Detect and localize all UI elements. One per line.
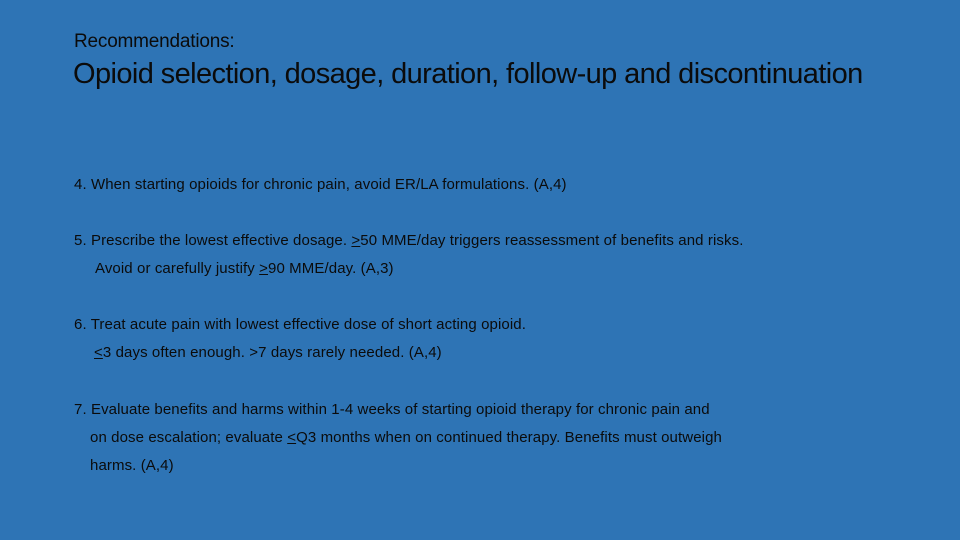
less-equal-symbol: < bbox=[287, 429, 297, 446]
recommendation-6-text-b: 3 days often enough. >7 days rarely needed. (A,4) bbox=[102, 344, 442, 361]
recommendation-5 bbox=[74, 227, 743, 283]
recommendation-5-text-a: 5. Prescribe the lowest effective dosage. bbox=[74, 232, 352, 249]
recommendation-6 bbox=[74, 311, 526, 367]
recommendation-7-line-2 bbox=[74, 424, 722, 452]
greater-equal-symbol: > bbox=[259, 260, 269, 277]
recommendation-7-line-3: harms. (A,4) bbox=[90, 457, 174, 474]
less-equal-symbol: < bbox=[94, 344, 103, 361]
recommendation-5-line-2 bbox=[74, 255, 743, 283]
recommendation-7-text-b: Q3 months when on continued therapy. Benefits must outweigh bbox=[296, 429, 722, 446]
recommendation-5-line-1 bbox=[74, 227, 743, 255]
recommendation-7-line-1: 7. Evaluate benefits and harms within 1-4 weeks of starting opioid therapy for chronic pain and bbox=[74, 401, 710, 418]
recommendation-4-line-1: 4. When starting opioids for chronic pain, avoid ER/LA formulations. (A,4) bbox=[74, 176, 567, 193]
recommendation-5-text-c: Avoid or carefully justify bbox=[95, 260, 260, 277]
slide-subtitle: Recommendations: bbox=[74, 31, 235, 52]
slide-title: Opioid selection, dosage, duration, follow-up and discontinuation bbox=[73, 58, 863, 90]
recommendation-6-line-2 bbox=[74, 339, 526, 367]
recommendation-5-text-b: 50 MME/day triggers reassessment of benefits and risks. bbox=[360, 232, 744, 249]
recommendation-7-text-a: on dose escalation; evaluate bbox=[90, 429, 288, 446]
recommendation-7 bbox=[74, 396, 722, 480]
recommendation-4 bbox=[74, 171, 567, 199]
greater-equal-symbol: > bbox=[351, 232, 361, 249]
recommendation-5-text-d: 90 MME/day. (A,3) bbox=[268, 260, 394, 277]
recommendation-6-line-1: 6. Treat acute pain with lowest effective dose of short acting opioid. bbox=[74, 316, 526, 333]
